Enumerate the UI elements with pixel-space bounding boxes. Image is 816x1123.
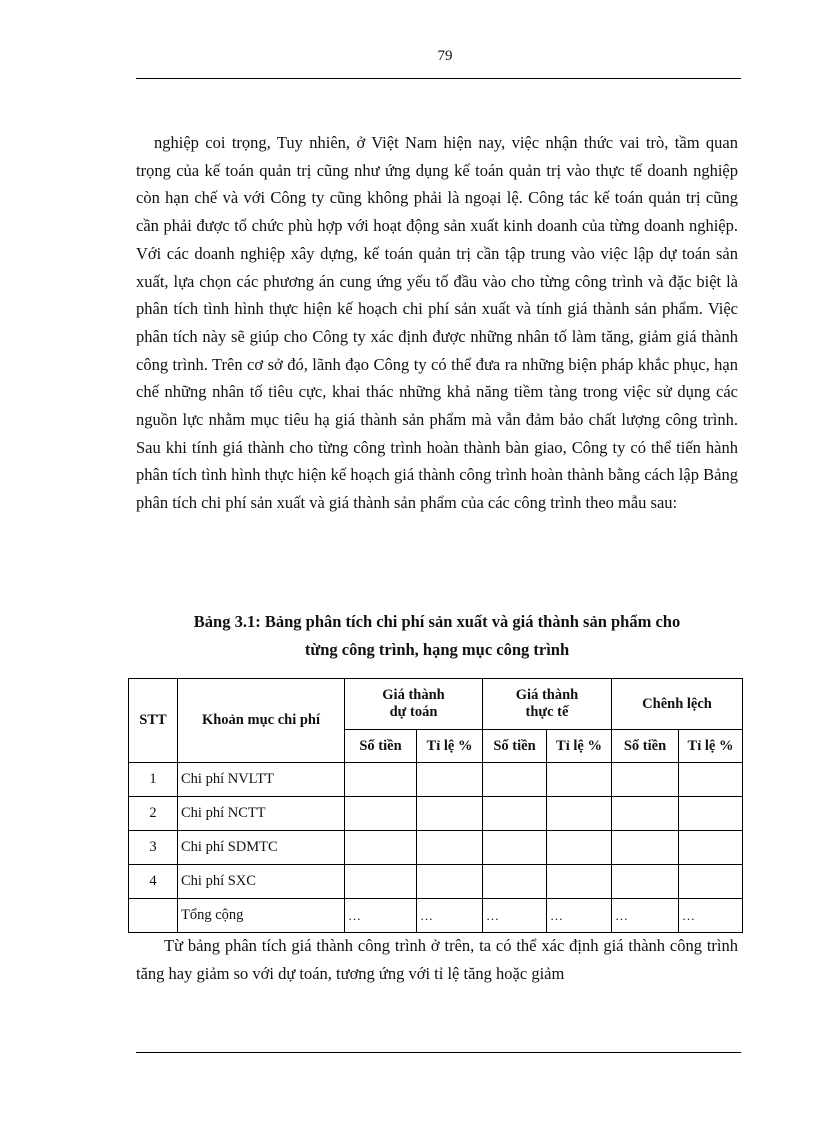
table-cell	[345, 797, 417, 831]
table-cell	[612, 865, 679, 899]
row-cost-item: Chi phí SXC	[178, 865, 345, 899]
header-estimated-cost-line-2: dự toán	[389, 704, 438, 720]
table-caption	[136, 608, 738, 663]
page-number: 79	[437, 48, 453, 64]
row-stt: 1	[129, 763, 178, 797]
header-estimated-cost	[345, 679, 483, 730]
table-cell	[547, 831, 612, 865]
table-cell	[547, 763, 612, 797]
subheader-ratio: Tỉ lệ %	[679, 730, 743, 763]
body-paragraph-2: Từ bảng phân tích giá thành công trình ở trên, ta có thể xác định giá thành công trình tăng hay giảm so với dự toán, tương ứng với tỉ lệ tăng hoặc giảm	[136, 936, 738, 983]
table-cell	[612, 797, 679, 831]
table-caption-line-1: Bảng 3.1: Bảng phân tích chi phí sản xuất và giá thành sản phẩm cho	[193, 612, 681, 631]
header-stt: STT	[129, 679, 178, 763]
table-row	[129, 865, 743, 899]
total-placeholder: …	[483, 899, 547, 933]
table-cell	[345, 763, 417, 797]
row-cost-item: Chi phí SDMTC	[178, 831, 345, 865]
table-cell	[417, 797, 483, 831]
row-cost-item: Chi phí NVLTT	[178, 763, 345, 797]
row-stt: 2	[129, 797, 178, 831]
row-stt: 4	[129, 865, 178, 899]
header-estimated-cost-line-1: Giá thành	[382, 687, 445, 703]
row-stt: 3	[129, 831, 178, 865]
table-total-row	[129, 899, 743, 933]
table-cell	[483, 865, 547, 899]
header-rule	[136, 78, 741, 79]
table-cell	[679, 763, 743, 797]
header-actual-cost-line-1: Giá thành	[515, 687, 579, 703]
table-cell	[547, 865, 612, 899]
table-row	[129, 831, 743, 865]
total-label: Tổng cộng	[178, 899, 345, 933]
table-header-row	[129, 679, 743, 730]
body-paragraph-1: nghiệp coi trọng, Tuy nhiên, ở Việt Nam hiện nay, việc nhận thức vai trò, tầm quan trọng của kế toán quản trị cũng như ứng dụng kế toán quản trị vào thực tế doanh nghiệp còn hạn chế và với Công ty cũng không phải là ngoại lệ. Công tác kế toán quản trị cũng cần phải được tổ chức phù hợp với hoạt động sản xuất kinh doanh của từng doanh nghiệp. Với các doanh nghiệp xây dựng, kế toán quản trị cần tập trung vào việc lập dự toán sản xuất, lựa chọn các phương án cung ứng yếu tố đầu vào cho từng công trình và đặc biệt là phân tích tình hình thực hiện kế hoạch chi phí sản xuất và tính giá thành sản phẩm. Việc phân tích này sẽ giúp cho Công ty xác định được những nhân tố làm tăng, giảm giá thành công trình. Trên cơ sở đó, lãnh đạo Công ty có thể đưa ra những biện pháp khắc phục, hạn chế những nhân tố tiêu cực, khai thác những khả năng tiềm tàng trong việc sử dụng các nguồn lực nhằm mục tiêu hạ giá thành sản phẩm mà vẫn đảm bảo chất lượng công trình. Sau khi tính giá thành cho từng công trình hoàn thành bàn giao, Công ty có thể tiến hành phân tích tình hình thực hiện kế hoạch giá thành công trình hoàn thành bằng cách lập Bảng phân tích chi phí sản xuất và giá thành sản phẩm của các công trình theo mẫu sau:	[136, 133, 738, 513]
subheader-amount: Số tiền	[612, 730, 679, 763]
table-cell	[417, 831, 483, 865]
header-actual-cost-line-2: thực tế	[525, 704, 569, 720]
cost-analysis-table	[128, 678, 743, 933]
table-cell	[483, 797, 547, 831]
subheader-ratio: Tỉ lệ %	[547, 730, 612, 763]
total-placeholder: …	[679, 899, 743, 933]
total-placeholder: …	[612, 899, 679, 933]
table-cell	[679, 797, 743, 831]
table-cell	[417, 865, 483, 899]
table-cell	[547, 797, 612, 831]
table-cell	[679, 865, 743, 899]
total-placeholder: …	[547, 899, 612, 933]
table-cell	[345, 831, 417, 865]
table-row	[129, 763, 743, 797]
total-placeholder: …	[417, 899, 483, 933]
table-caption-line-2: từng công trình, hạng mục công trình	[304, 639, 570, 659]
header-actual-cost	[483, 679, 612, 730]
table-cell	[483, 763, 547, 797]
subheader-amount: Số tiền	[483, 730, 547, 763]
table-cell	[345, 865, 417, 899]
header-cost-item: Khoản mục chi phí	[178, 679, 345, 763]
subheader-ratio: Tỉ lệ %	[417, 730, 483, 763]
table-cell	[612, 763, 679, 797]
table-cell	[483, 831, 547, 865]
header-difference: Chênh lệch	[612, 679, 743, 730]
subheader-amount: Số tiền	[345, 730, 417, 763]
table-cell	[612, 831, 679, 865]
table-row	[129, 797, 743, 831]
table-cell	[417, 763, 483, 797]
total-placeholder: …	[345, 899, 417, 933]
footer-rule	[136, 1052, 741, 1053]
table-cell	[679, 831, 743, 865]
row-cost-item: Chi phí NCTT	[178, 797, 345, 831]
total-stt	[129, 899, 178, 933]
